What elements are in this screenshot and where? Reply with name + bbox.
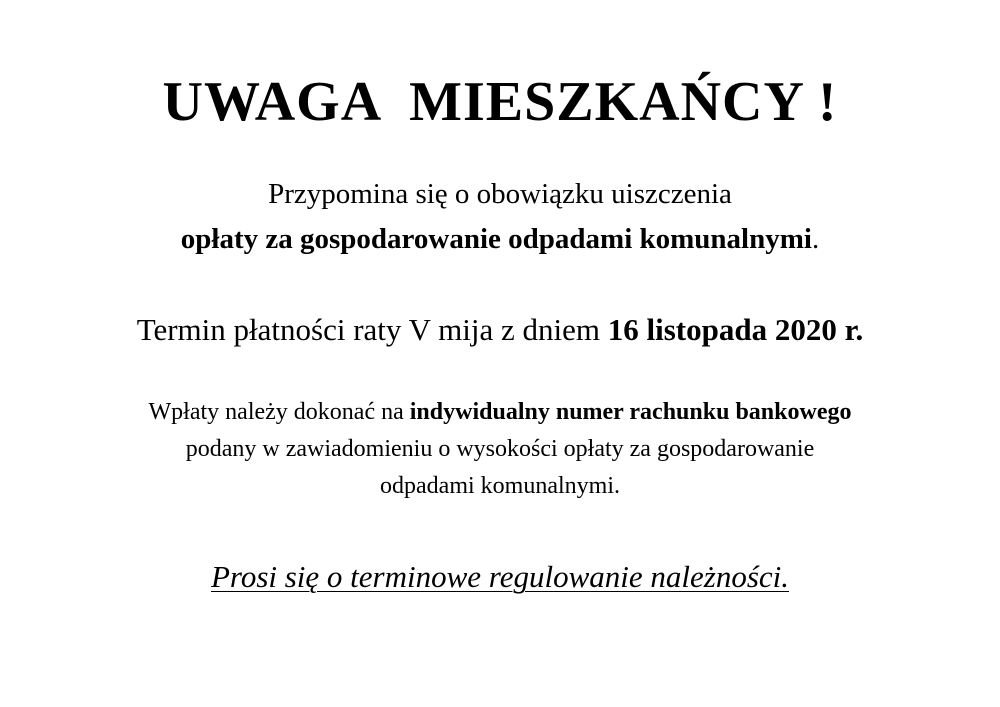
payment-text-2: podany w zawiadomieniu o wysokości opłaty za gospodarowanie [185, 436, 815, 462]
reminder-line-2 [0, 215, 1000, 263]
payment-line-1 [0, 394, 1000, 430]
reminder-period: . [811, 223, 820, 255]
reminder-text: Przypomina się o obowiązku uiszczenia [268, 178, 732, 210]
deadline-line [0, 306, 1000, 354]
deadline-date: 16 listopada 2020 r. [607, 312, 864, 347]
payment-text-3: odpadami komunalnymi. [380, 473, 620, 499]
fee-name-bold: opłaty za gospodarowanie odpadami komunalnymi [180, 223, 812, 255]
bank-account-bold: indywidualny numer rachunku bankowego [409, 399, 852, 425]
deadline-text: Termin płatności raty V mija z dniem [136, 312, 608, 347]
payment-line-3 [0, 468, 1000, 504]
closing-text: Prosi się o terminowe regulowanie należności. [210, 559, 790, 594]
closing-line [0, 553, 1000, 601]
payment-line-2 [0, 431, 1000, 467]
reminder-line-1 [0, 170, 1000, 218]
payment-text: Wpłaty należy dokonać na [148, 399, 410, 425]
notice-title: UWAGA MIESZKAŃCY ! [162, 71, 838, 133]
